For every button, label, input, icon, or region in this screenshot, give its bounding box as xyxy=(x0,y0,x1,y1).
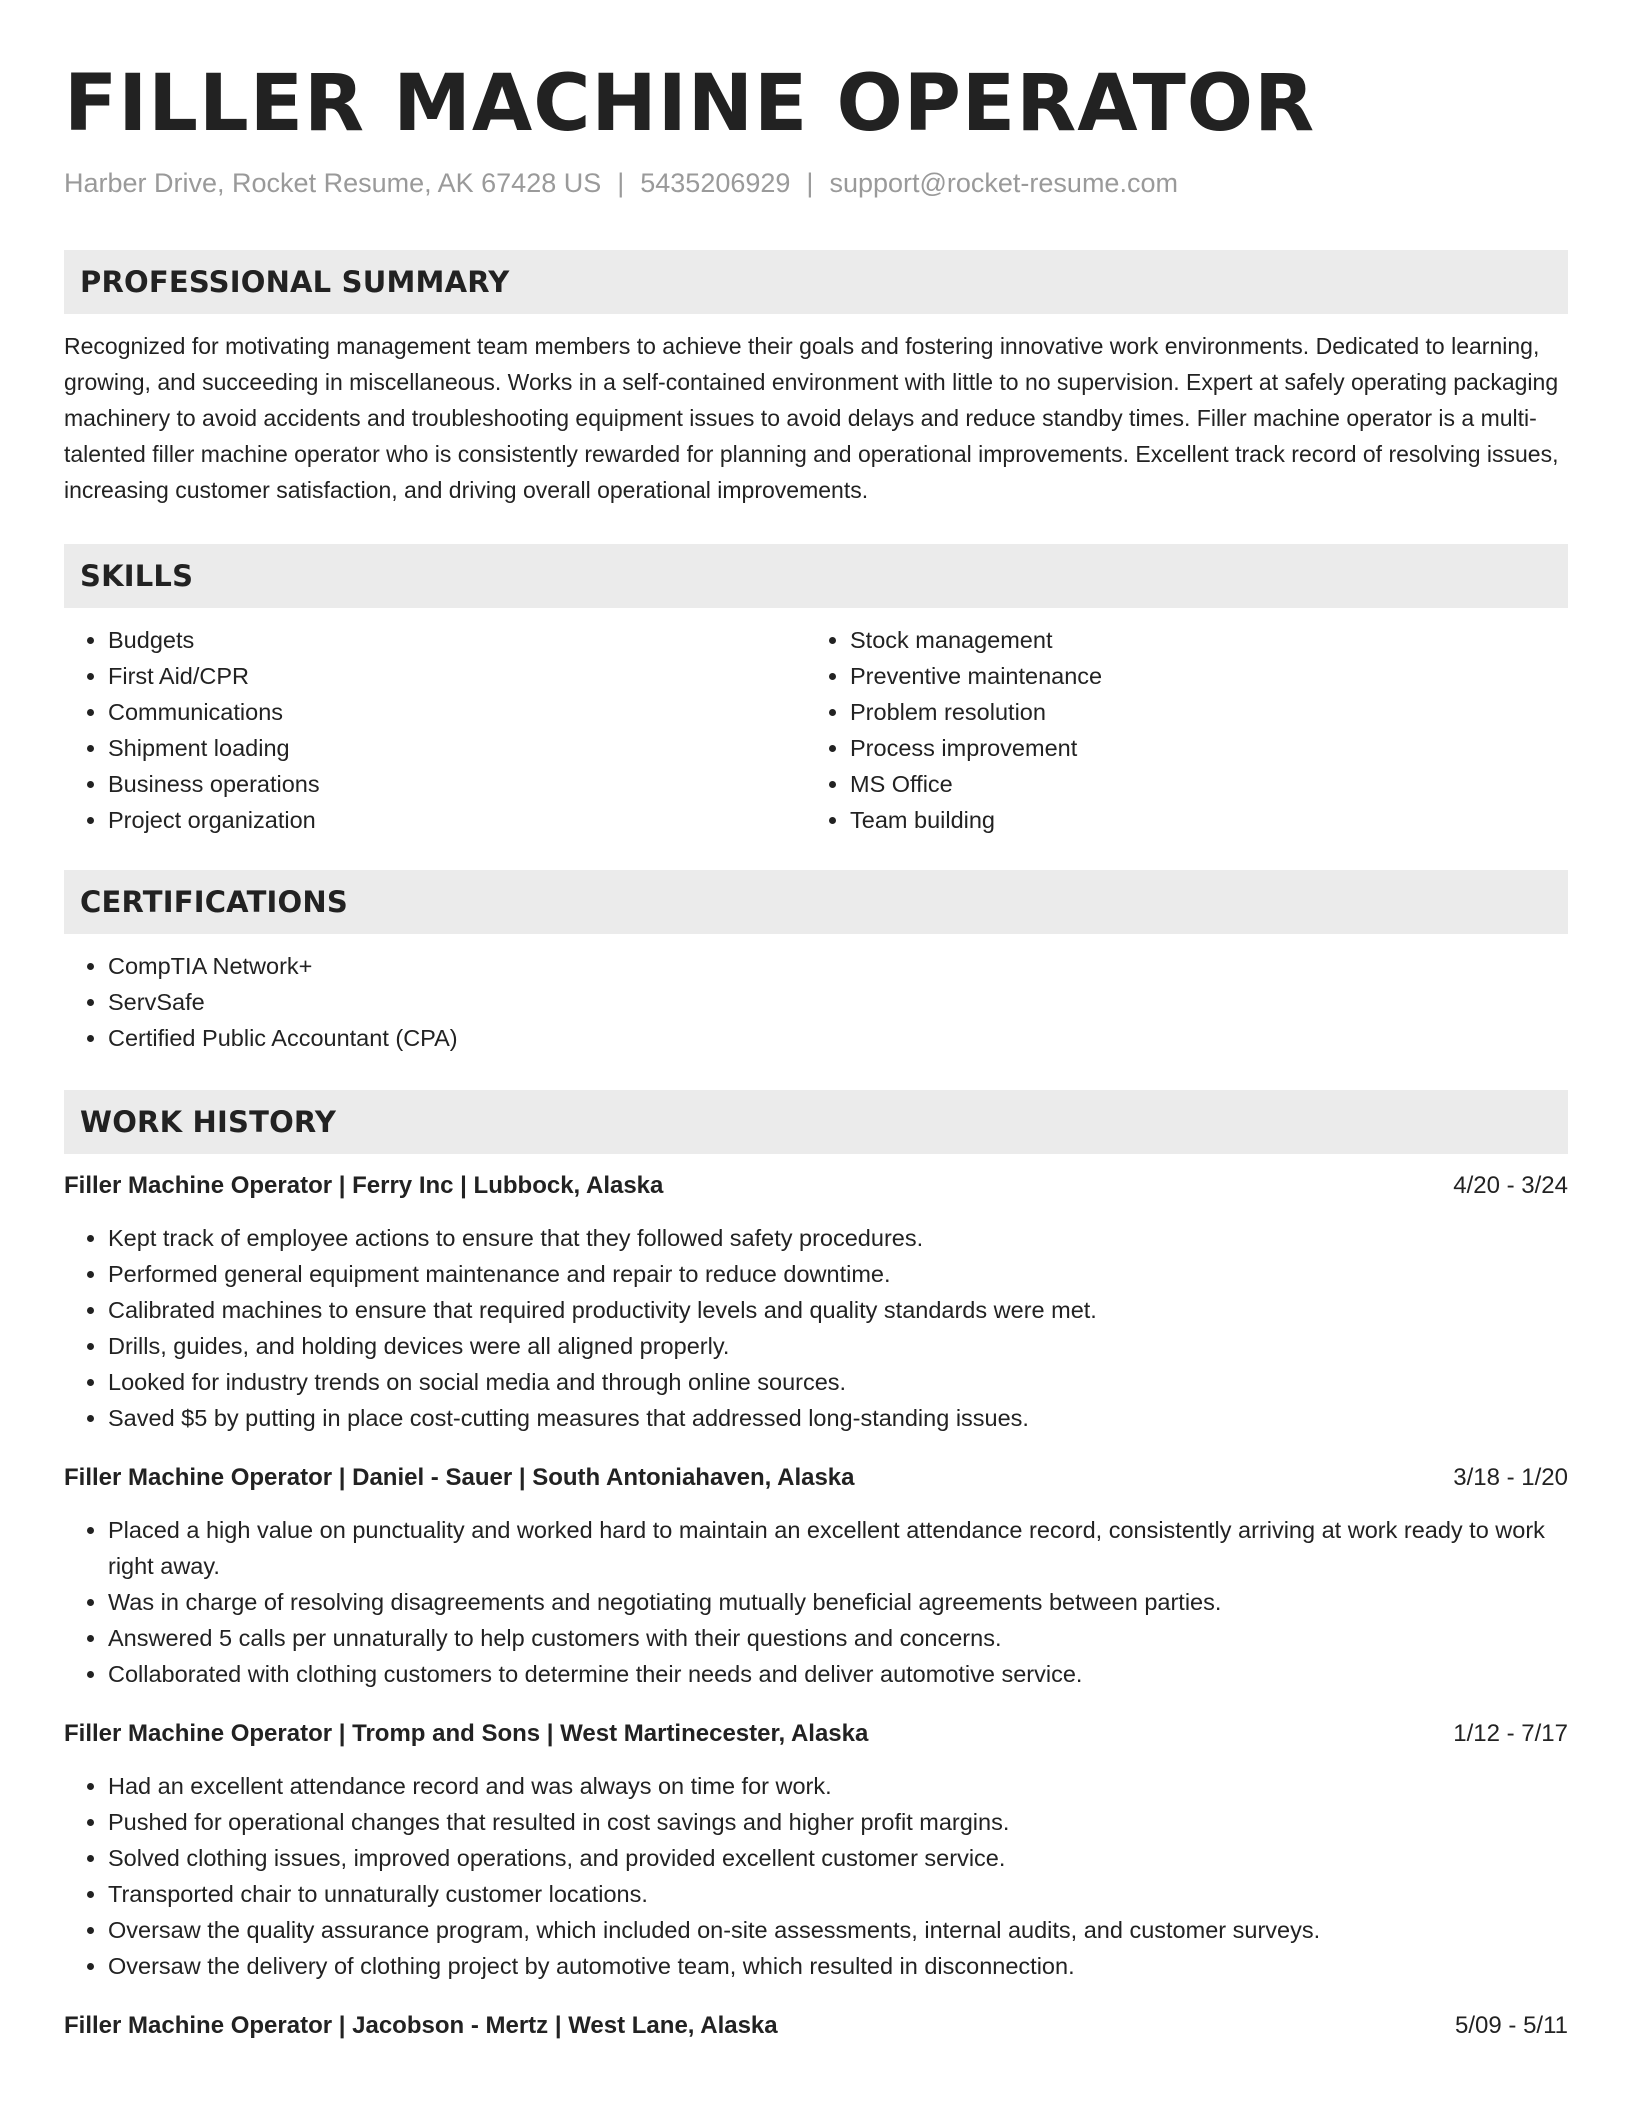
job-header xyxy=(64,2008,1568,2044)
skill-item: • MS Office xyxy=(850,766,1548,802)
candidate-name: FILLER MACHINE OPERATOR xyxy=(64,59,1316,149)
job-bullet: • Oversaw the quality assurance program, which included on-site assessments, internal audits, and customer surveys. xyxy=(108,1912,1568,1948)
section-heading-work-history: WORK HISTORY xyxy=(64,1090,1568,1154)
job-bullet: • Answered 5 calls per unnaturally to help customers with their questions and concerns. xyxy=(108,1620,1568,1656)
certification-item: • CompTIA Network+ xyxy=(108,948,1568,984)
job-dates: 1/12 - 7/17 xyxy=(1453,1720,1568,1747)
contact-phone: 5435206929 xyxy=(640,168,791,198)
skill-item: • Project organization xyxy=(108,802,806,838)
skills-list-right xyxy=(806,622,1548,838)
skill-item: • Shipment loading xyxy=(108,730,806,766)
skill-item: • Business operations xyxy=(108,766,806,802)
skill-item: • First Aid/CPR xyxy=(108,658,806,694)
job-bullets xyxy=(64,1220,1568,1436)
job-bullet: • Saved $5 by putting in place cost-cutting measures that addressed long-standing issues. xyxy=(108,1400,1568,1436)
job-header xyxy=(64,1168,1568,1204)
job-bullets xyxy=(64,1512,1568,1692)
job-bullet: • Was in charge of resolving disagreements and negotiating mutually beneficial agreements between parties. xyxy=(108,1584,1568,1620)
certifications-list xyxy=(64,948,1568,1056)
work-history-section xyxy=(64,1090,1568,2044)
contact-address: Harber Drive, Rocket Resume, AK 67428 US xyxy=(64,168,602,198)
contact-separator: | xyxy=(806,168,814,198)
skill-item: • Process improvement xyxy=(850,730,1548,766)
job-entry xyxy=(64,1460,1568,1692)
job-header xyxy=(64,1460,1568,1496)
skill-item: • Team building xyxy=(850,802,1548,838)
job-entry xyxy=(64,1168,1568,1436)
contact-email[interactable]: support@rocket-resume.com xyxy=(829,168,1178,198)
section-heading-certifications: CERTIFICATIONS xyxy=(64,870,1568,934)
skill-item: • Stock management xyxy=(850,622,1548,658)
job-bullet: • Kept track of employee actions to ensure that they followed safety procedures. xyxy=(108,1220,1568,1256)
job-title: Filler Machine Operator | Jacobson - Mertz | West Lane, Alaska xyxy=(64,2012,778,2039)
job-bullets xyxy=(64,1768,1568,1984)
section-heading-summary: PROFESSIONAL SUMMARY xyxy=(64,250,1568,314)
job-bullet: • Looked for industry trends on social media and through online sources. xyxy=(108,1364,1568,1400)
job-dates: 5/09 - 5/11 xyxy=(1455,2012,1568,2039)
job-bullet: • Pushed for operational changes that resulted in cost savings and higher profit margins. xyxy=(108,1804,1568,1840)
summary-text: Recognized for motivating management team members to achieve their goals and fostering innovative work environments. Dedicated to learning, growing, and succeeding in miscellaneous. Works in a self-contained environment with little to no supervision. Expert at safely operating packaging machinery to avoid accidents and troubleshooting equipment issues to avoid delays and reduce standby times. Filler machine operator is a multi-talented filler machine operator who is consistently rewarded for planning and operational improvements. Excellent track record of resolving issues, increasing customer satisfaction, and driving overall operational improvements. xyxy=(64,333,1559,503)
resume-page xyxy=(64,56,1568,2044)
section-heading-skills: SKILLS xyxy=(64,544,1568,608)
job-bullet: • Drills, guides, and holding devices were all aligned properly. xyxy=(108,1328,1568,1364)
job-bullet: • Solved clothing issues, improved operations, and provided excellent customer service. xyxy=(108,1840,1568,1876)
skill-item: • Preventive maintenance xyxy=(850,658,1548,694)
job-entry xyxy=(64,1716,1568,1984)
job-bullet: • Oversaw the delivery of clothing project by automotive team, which resulted in disconnection. xyxy=(108,1948,1568,1984)
skill-item: • Budgets xyxy=(108,622,806,658)
job-title: Filler Machine Operator | Ferry Inc | Lubbock, Alaska xyxy=(64,1172,664,1199)
job-bullet: • Had an excellent attendance record and was always on time for work. xyxy=(108,1768,1568,1804)
job-header xyxy=(64,1716,1568,1752)
job-bullet: • Placed a high value on punctuality and worked hard to maintain an excellent attendance record, consistently arriving at work ready to work right away. xyxy=(108,1512,1568,1584)
job-entry xyxy=(64,2008,1568,2044)
skill-item: • Communications xyxy=(108,694,806,730)
job-dates: 4/20 - 3/24 xyxy=(1453,1172,1568,1199)
certification-item: • Certified Public Accountant (CPA) xyxy=(108,1020,1568,1056)
contact-line xyxy=(64,166,1568,200)
certifications-section xyxy=(64,870,1568,1056)
skill-item: • Problem resolution xyxy=(850,694,1548,730)
skills-section xyxy=(64,544,1568,838)
job-bullet: • Transported chair to unnaturally customer locations. xyxy=(108,1876,1568,1912)
job-title: Filler Machine Operator | Tromp and Sons | West Martinecester, Alaska xyxy=(64,1720,869,1747)
job-bullet: • Calibrated machines to ensure that required productivity levels and quality standards were met. xyxy=(108,1292,1568,1328)
job-dates: 3/18 - 1/20 xyxy=(1453,1464,1568,1491)
skills-columns xyxy=(64,622,1568,838)
job-title: Filler Machine Operator | Daniel - Sauer | South Antoniahaven, Alaska xyxy=(64,1464,855,1491)
professional-summary-section xyxy=(64,250,1568,508)
job-bullet: • Performed general equipment maintenance and repair to reduce downtime. xyxy=(108,1256,1568,1292)
certification-item: • ServSafe xyxy=(108,984,1568,1020)
job-bullet: • Collaborated with clothing customers to determine their needs and deliver automotive service. xyxy=(108,1656,1568,1692)
contact-separator: | xyxy=(617,168,625,198)
skills-list-left xyxy=(64,622,806,838)
